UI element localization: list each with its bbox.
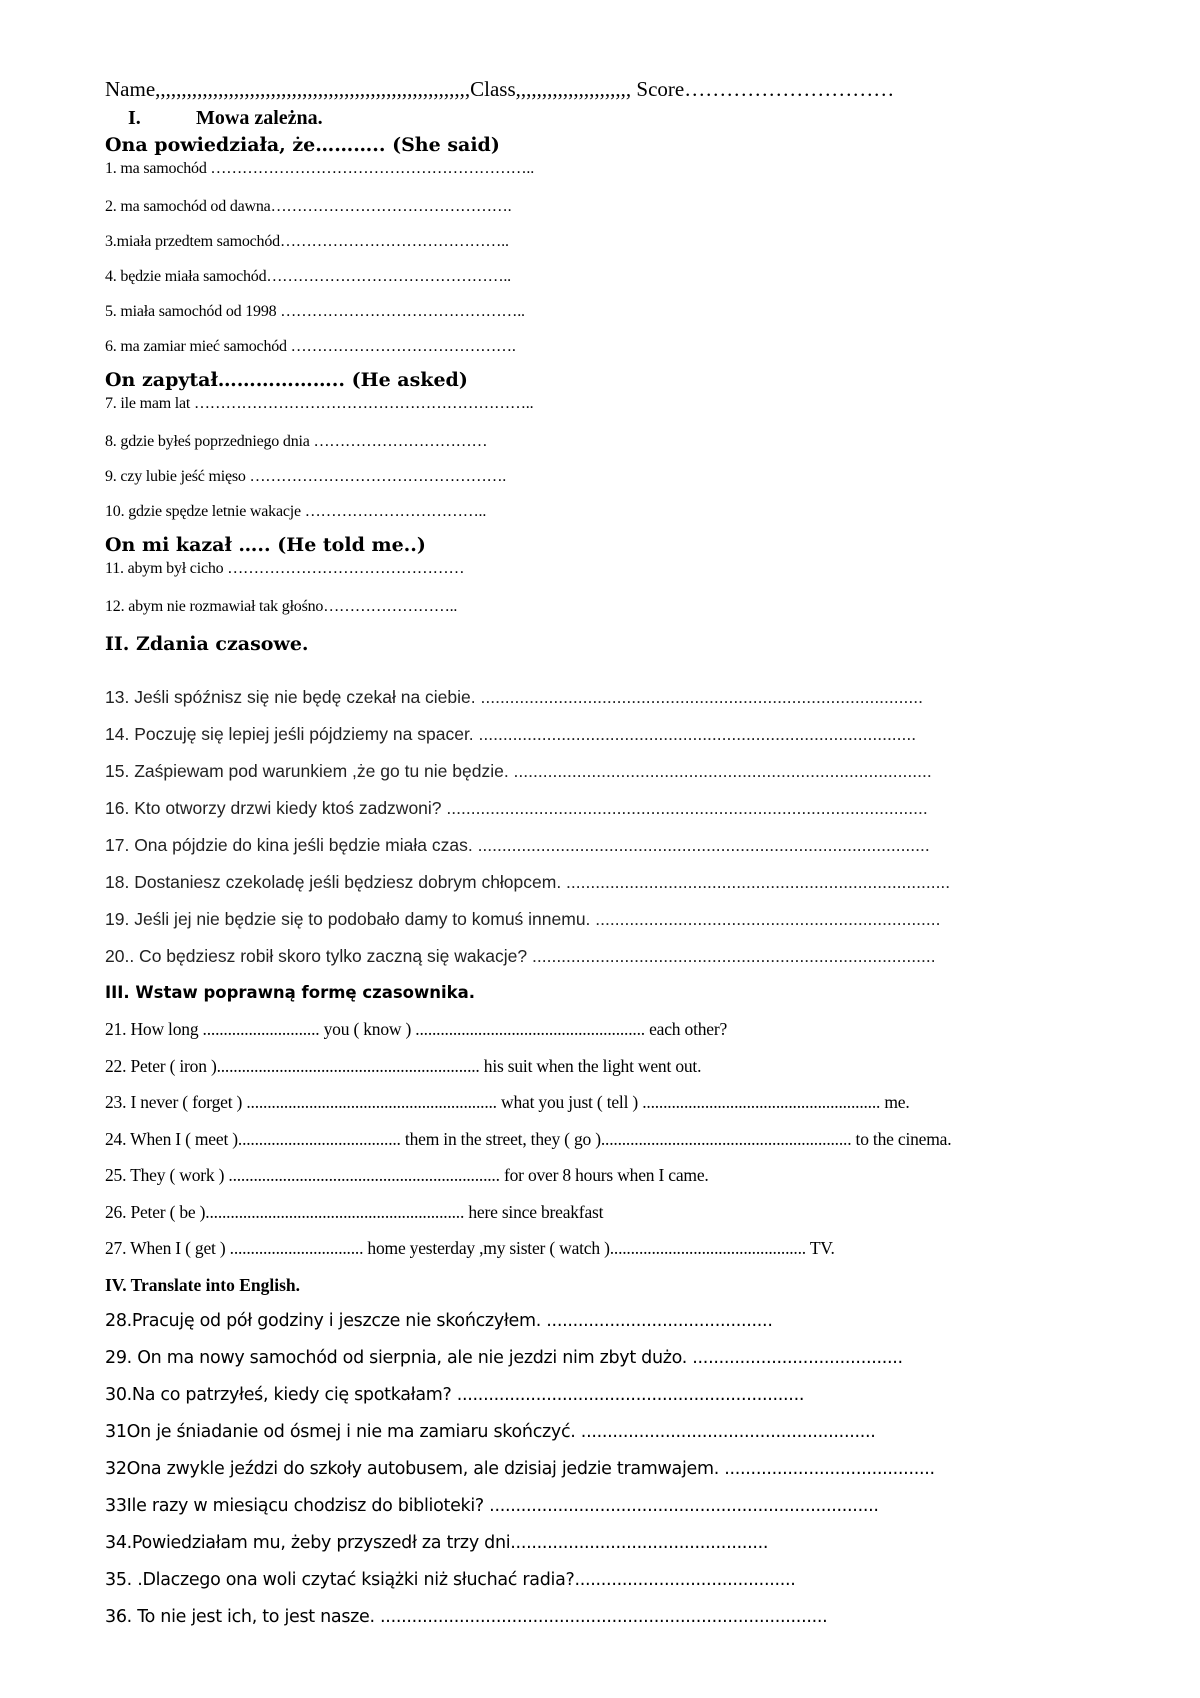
section-1-title-text: Mowa zależna. xyxy=(196,107,323,129)
exercise-item-23: 23. I never ( forget ) ............................................................ what you just ( tell ) ......................................................... me. xyxy=(105,1092,910,1112)
exercise-item-35: 35. .Dlaczego ona woli czytać książki niż słuchać radia?.......................................... xyxy=(105,1569,796,1590)
exercise-item-22: 22. Peter ( iron )............................................................... his suit when the light went out. xyxy=(105,1055,702,1076)
group-she-said-heading: Ona powiedziała, że……….. (She said) xyxy=(105,134,500,156)
exercise-item-12: 12. abym nie rozmawiał tak głośno…………………….. xyxy=(105,598,458,615)
exercise-item-10: 10. gdzie spędze letnie wakacje …………………………….. xyxy=(105,503,487,520)
exercise-item-1: 1. ma samochód …………………………………………………….. xyxy=(105,160,535,177)
exercise-item-30: 30.Na co patrzyłeś, kiedy cię spotkałam? .................................................................. xyxy=(105,1384,805,1405)
exercise-item-13: 13. Jeśli spóźnisz się nie będę czekał na ciebie. ........................................................................................... xyxy=(105,687,923,707)
section-2-title: II. Zdania czasowe. xyxy=(105,633,309,655)
exercise-item-7: 7. ile mam lat ……………………………………………………….. xyxy=(105,395,534,412)
exercise-item-16: 16. Kto otworzy drzwi kiedy ktoś zadzwoni? ................................................................................................... xyxy=(105,798,928,818)
exercise-item-29: 29. On ma nowy samochód od sierpnia, ale nie jezdzi nim zbyt dużo. ........................................ xyxy=(105,1347,903,1368)
exercise-item-9: 9. czy lubie jeść mięso …………………………………………. xyxy=(105,468,507,485)
section-1-roman-numeral: I. xyxy=(128,107,141,129)
exercise-item-31: 31On je śniadanie od ósmej i nie ma zamiaru skończyć. ........................................................ xyxy=(105,1421,876,1442)
exercise-item-3: 3.miała przedtem samochód…………………………………….. xyxy=(105,233,509,250)
exercise-item-6: 6. ma zamiar mieć samochód ……………………………………. xyxy=(105,338,516,355)
worksheet xyxy=(105,74,1105,1636)
exercise-item-21: 21. How long ............................ you ( know ) ....................................................... each other? xyxy=(105,1019,728,1039)
exercise-item-27: 27. When I ( get ) ................................ home yesterday ,my sister ( watch )............................................... TV. xyxy=(105,1238,835,1258)
section-4-title: IV. Translate into English. xyxy=(105,1274,300,1295)
name-class-score-line: Name,,,,,,,,,,,,,,,,,,,,,,,,,,,,,,,,,,,,,,,,,,,,,,,,,,,,,,,,,,,,Class,,,,,,,,,,,,,,,,,,,,,, Score………………………… xyxy=(105,77,895,101)
exercise-item-26: 26. Peter ( be ).............................................................. here since breakfast xyxy=(105,1201,604,1222)
exercise-item-15: 15. Zaśpiewam pod warunkiem ,że go tu nie będzie. ...................................................................................... xyxy=(105,761,932,781)
exercise-item-14: 14. Poczuję się lepiej jeśli pójdziemy na spacer. .......................................................................................... xyxy=(105,724,917,744)
exercise-item-18: 18. Dostaniesz czekoladę jeśli będziesz dobrym chłopcem. ............................................................................... xyxy=(105,872,951,892)
exercise-item-5: 5. miała samochód od 1998 ……………………………………….. xyxy=(105,303,525,320)
section-1-title xyxy=(105,104,1105,132)
exercise-item-25: 25. They ( work ) ................................................................. for over 8 hours when I came. xyxy=(105,1165,709,1185)
exercise-item-2: 2. ma samochód od dawna………………………………………. xyxy=(105,198,512,215)
exercise-item-17: 17. Ona pójdzie do kina jeśli będzie miała czas. ............................................................................................. xyxy=(105,835,930,855)
exercise-item-34: 34.Powiedziałam mu, żeby przyszedł za trzy dni................................................. xyxy=(105,1532,769,1553)
exercise-item-32: 32Ona zwykle jeździ do szkoły autobusem, ale dzisiaj jedzie tramwajem. ........................................ xyxy=(105,1458,935,1479)
exercise-item-24: 24. When I ( meet )....................................... them in the street, they ( go )............................................................ to the cinema. xyxy=(105,1128,952,1149)
exercise-item-28: 28.Pracuję od pół godziny i jeszcze nie skończyłem. ........................................... xyxy=(105,1310,773,1331)
exercise-item-4: 4. będzie miała samochód……………………………………….. xyxy=(105,268,511,285)
exercise-item-8: 8. gdzie byłeś poprzedniego dnia …………………………… xyxy=(105,433,488,450)
section-3-title: III. Wstaw poprawną formę czasownika. xyxy=(105,983,476,1002)
exercise-item-36: 36. To nie jest ich, to jest nasze. ..................................................................................... xyxy=(105,1606,828,1627)
group-he-asked-heading: On zapytał……………….. (He asked) xyxy=(105,369,468,391)
exercise-item-11: 11. abym był cicho ……………………………………… xyxy=(105,560,465,577)
exercise-item-19: 19. Jeśli jej nie będzie się to podobało damy to komuś innemu. ....................................................................... xyxy=(105,909,941,929)
exercise-item-33: 33Ile razy w miesiącu chodzisz do biblioteki? .......................................................................... xyxy=(105,1495,879,1516)
exercise-item-20: 20.. Co będziesz robił skoro tylko zaczną się wakacje? ................................................................................... xyxy=(105,946,936,966)
group-he-told-me-heading: On mi kazał ….. (He told me..) xyxy=(105,534,426,556)
